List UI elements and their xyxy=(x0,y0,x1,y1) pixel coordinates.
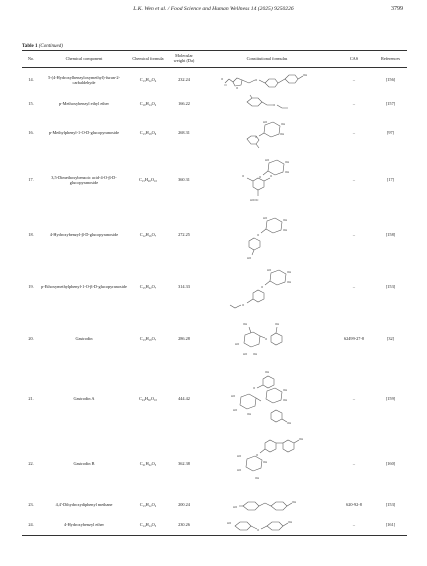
cell-structure xyxy=(200,68,334,94)
table-row xyxy=(22,68,407,94)
svg-text:HO: HO xyxy=(237,467,242,472)
cell-no: 14. xyxy=(28,77,34,83)
cell-cas: 620-92-8 xyxy=(346,502,362,508)
cell-mw: 362.38 xyxy=(178,461,190,467)
svg-text:HO: HO xyxy=(247,255,252,260)
col-header-references: References xyxy=(374,51,407,68)
svg-text:OH: OH xyxy=(253,351,258,356)
cell-formula: C₂₁H₂₂O₅ xyxy=(139,461,157,467)
page-number: 3799 xyxy=(391,6,403,12)
svg-text:OH: OH xyxy=(288,520,293,525)
gastrodin-b-icon xyxy=(207,435,327,495)
svg-text:OH: OH xyxy=(285,159,290,164)
cell-formula: C₁₃H₁₂O₄ xyxy=(139,77,157,83)
svg-text:OH: OH xyxy=(287,279,292,284)
cell-mw: 286.28 xyxy=(178,336,190,342)
cell-formula: C₁₀H₁₄O₂ xyxy=(139,101,157,107)
table-row xyxy=(22,210,407,262)
cell-component: Gastrodin B xyxy=(73,461,95,467)
cell-reference: [153] xyxy=(385,284,396,290)
cell-reference: [157] xyxy=(385,101,396,107)
svg-text:OH: OH xyxy=(263,459,268,464)
running-header xyxy=(0,6,427,16)
cell-formula: C₁₅H₂₂O₇ xyxy=(139,284,157,290)
cell-reference: [97] xyxy=(386,130,395,136)
svg-text:OH: OH xyxy=(299,436,304,441)
cell-cas: – xyxy=(352,284,356,290)
cell-no: 19. xyxy=(28,284,34,290)
svg-text:O: O xyxy=(261,284,264,289)
svg-text:HO: HO xyxy=(233,407,238,412)
cell-mw: 360.31 xyxy=(178,177,190,183)
running-title: L.K. Wen et al. / Food Science and Human Wellness 14 (2025) 9250226 xyxy=(133,6,294,12)
svg-text:HO: HO xyxy=(267,267,272,272)
table-row xyxy=(22,516,407,536)
table-row xyxy=(22,314,407,366)
svg-text:OH: OH xyxy=(265,369,270,374)
svg-text:O: O xyxy=(255,134,258,139)
cell-formula: C₁₂H₁₆O₇ xyxy=(139,232,157,238)
cell-reference: [156] xyxy=(385,77,396,83)
table-row xyxy=(22,152,407,210)
table-row xyxy=(22,496,407,516)
svg-text:O: O xyxy=(236,85,239,90)
cell-formula: C₁₅H₂₀O₁₀ xyxy=(138,177,158,183)
cell-reference: [153] xyxy=(385,502,396,508)
svg-text:O: O xyxy=(270,173,273,178)
svg-text:O: O xyxy=(221,76,224,81)
svg-text:OH: OH xyxy=(285,169,290,174)
svg-text:OH: OH xyxy=(283,227,288,232)
svg-text:O: O xyxy=(255,77,258,82)
col-header-formula: Chemical formula xyxy=(128,51,168,68)
cell-structure xyxy=(200,496,334,516)
benzyl-ether-icon xyxy=(207,516,327,534)
cell-mw: 314.33 xyxy=(178,284,190,290)
table-row xyxy=(22,262,407,314)
cell-component: 4,4'-Dihydroxydiphenyl methane xyxy=(55,502,113,508)
svg-text:OH: OH xyxy=(283,217,288,222)
cell-formula: C₁₃H₁₈O₇ xyxy=(139,336,157,342)
cell-structure xyxy=(200,152,334,210)
svg-text:OH: OH xyxy=(275,321,280,326)
cell-cas: – xyxy=(352,396,356,402)
cell-component: 5-(4-Hydroxylbenzyloxymethyl)-furan-2-carbaldehyde xyxy=(48,74,120,85)
svg-text:OH: OH xyxy=(303,72,308,77)
col-header-component: Chemical component xyxy=(40,51,128,68)
cell-mw: 268.31 xyxy=(178,130,190,136)
svg-text:HO: HO xyxy=(227,521,232,526)
cell-component: 4-Hydroxybenzyl-β-D-glucopyranoside xyxy=(49,232,119,238)
svg-text:O: O xyxy=(257,528,260,533)
table-row xyxy=(22,434,407,496)
table-label: Table 1 xyxy=(22,44,38,49)
table-row xyxy=(22,366,407,434)
cell-cas: 62499-27-8 xyxy=(343,336,365,342)
glucoside-phenol-icon xyxy=(207,211,327,261)
cell-component: Gastrodin A xyxy=(73,396,95,402)
gastrodin-a-icon xyxy=(207,367,327,433)
glucoside-icon xyxy=(207,117,327,151)
cell-no: 21. xyxy=(28,396,34,402)
cell-reference: [32] xyxy=(386,336,395,342)
cell-mw: 232.24 xyxy=(178,77,190,83)
cell-cas: – xyxy=(352,177,356,183)
svg-text:OH: OH xyxy=(292,499,297,504)
cell-component: Gastrodin xyxy=(75,336,93,342)
svg-text:OH: OH xyxy=(247,411,252,416)
cell-cas: – xyxy=(352,461,356,467)
cell-mw: 230.26 xyxy=(168,516,200,536)
svg-text:OH: OH xyxy=(283,387,288,392)
svg-text:O: O xyxy=(242,173,245,178)
cell-no: 15. xyxy=(28,101,34,107)
cell-no: 24. xyxy=(22,516,40,536)
gastrodin-icon xyxy=(207,315,327,365)
svg-text:OH: OH xyxy=(287,269,292,274)
cell-mw: 200.24 xyxy=(178,502,190,508)
svg-text:OH: OH xyxy=(255,475,260,480)
svg-text:HO: HO xyxy=(233,504,238,509)
svg-text:OH: OH xyxy=(243,321,248,326)
svg-text:O: O xyxy=(253,385,256,390)
svg-text:HO: HO xyxy=(263,215,268,220)
cell-cas: – xyxy=(334,516,374,536)
cell-formula: C₁₃H₁₂O₂ xyxy=(139,502,157,508)
cell-cas: – xyxy=(352,130,356,136)
cell-component: 3,5-Dimethoxybenzoic acid-4-O-β-D-glucopyranoside xyxy=(51,174,117,185)
svg-text:O: O xyxy=(242,302,245,307)
cell-cas: – xyxy=(352,77,356,83)
cell-structure xyxy=(200,210,334,262)
svg-text:O: O xyxy=(273,102,276,107)
glucoside-ethoxy-icon xyxy=(207,263,327,313)
svg-text:HOOC: HOOC xyxy=(250,197,259,202)
cell-formula: C₂₄H₃₀O₁₀ xyxy=(138,396,158,402)
cell-structure xyxy=(200,94,334,116)
cell-reference: [159] xyxy=(385,396,396,402)
cell-structure xyxy=(200,262,334,314)
svg-text:HO: HO xyxy=(265,157,270,162)
cell-structure xyxy=(200,116,334,152)
cell-reference: [161] xyxy=(374,516,407,536)
cell-reference: [17] xyxy=(386,177,395,183)
glucoside-acid-icon xyxy=(207,153,327,209)
table-caption xyxy=(22,44,63,49)
svg-text:HO: HO xyxy=(237,453,242,458)
cell-component: p-Ethoxymethylphenyl-1-O-β-D-glucopyranoside xyxy=(41,284,127,290)
cell-cas: – xyxy=(352,232,356,238)
svg-text:OH: OH xyxy=(280,131,285,136)
svg-text:HO: HO xyxy=(235,341,240,346)
cell-structure xyxy=(200,434,334,496)
cell-formula: C₁₃H₁₈O₆ xyxy=(139,130,157,136)
svg-text:HO: HO xyxy=(243,351,248,356)
furan-aldehyde-icon xyxy=(207,69,327,93)
cell-structure xyxy=(200,314,334,366)
cell-structure xyxy=(200,366,334,434)
table-row xyxy=(22,116,407,152)
svg-text:O: O xyxy=(259,174,262,179)
cell-component: p-Methylphenyl-1-O-D-glucopyranoside xyxy=(48,130,120,136)
svg-text:O: O xyxy=(265,336,268,341)
compound-table xyxy=(22,50,407,536)
col-header-no: No. xyxy=(22,51,40,68)
svg-text:HO: HO xyxy=(231,393,236,398)
svg-text:O: O xyxy=(257,232,260,237)
cell-mw: 444.42 xyxy=(178,396,190,402)
cell-mw: 272.25 xyxy=(178,232,190,238)
cell-structure xyxy=(200,516,334,536)
table-row xyxy=(22,94,407,116)
svg-text:OH: OH xyxy=(281,121,286,126)
svg-text:O: O xyxy=(256,452,259,457)
cell-formula: C₁₄H₁₄O₃ xyxy=(128,516,168,536)
diphenylmethane-icon xyxy=(207,497,327,515)
cell-no: 17. xyxy=(28,177,34,183)
col-header-structure: Constitutional formulas xyxy=(200,51,334,68)
col-header-mw: Molecular weight (Da) xyxy=(168,51,200,68)
ether-icon xyxy=(207,94,327,116)
table-header-row xyxy=(22,51,407,68)
cell-no: 22. xyxy=(28,461,34,467)
cell-mw: 166.22 xyxy=(178,101,190,107)
col-header-cas: CAS xyxy=(334,51,374,68)
cell-reference: [158] xyxy=(385,232,396,238)
cell-no: 18. xyxy=(28,232,34,238)
cell-component: 4-Hydroxybenzyl ether xyxy=(40,516,128,536)
cell-no: 20. xyxy=(28,336,34,342)
cell-component: p-Methoxybenzyl ethyl ether xyxy=(59,101,109,107)
svg-text:OH: OH xyxy=(287,420,292,425)
cell-cas: – xyxy=(352,101,356,107)
cell-no: 16. xyxy=(28,130,34,136)
table-caption-note: (Continued) xyxy=(38,44,63,49)
svg-text:HO: HO xyxy=(263,119,268,124)
cell-no: 23. xyxy=(28,502,34,508)
svg-text:OH: OH xyxy=(283,397,288,402)
cell-reference: [160] xyxy=(385,461,396,467)
